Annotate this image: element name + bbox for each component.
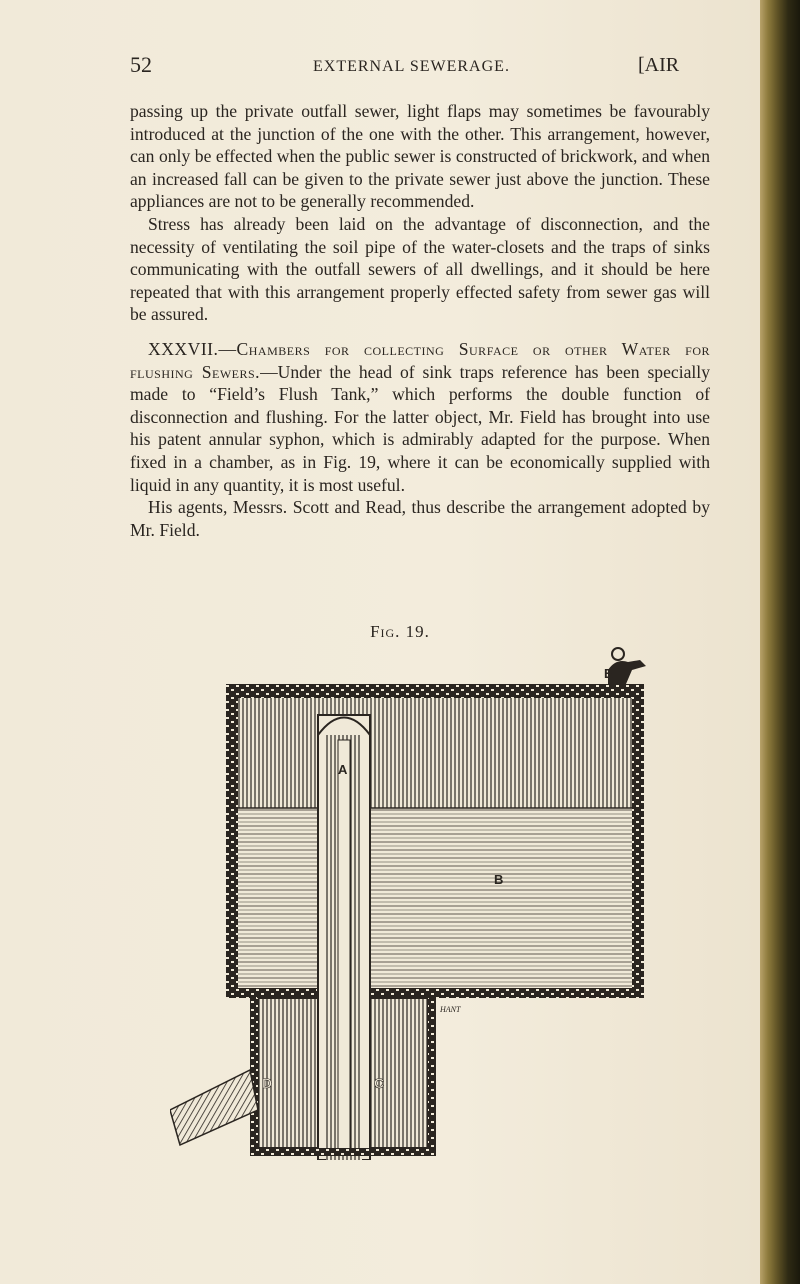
figure-caption: Fig. 19. xyxy=(370,622,430,641)
chamber-d xyxy=(258,998,318,1148)
section-heading: XXXVII.—Chambers for collecting Surface or other Water for flushing Sewers. xyxy=(130,338,710,382)
page-number: 52 xyxy=(130,52,152,77)
right-wall xyxy=(632,698,644,988)
paragraph-2: Stress has already been laid on the advantage of disconnection, and the necessity of ventilating the soil pipe of the water-closets and the traps of sinks communicating with the outfall sewers of all dwellings, and it should be here repeated that with this arrangement properly effected safety from sewer gas will be assured. xyxy=(130,213,710,325)
outlet-pipe xyxy=(170,1070,258,1145)
page-edge xyxy=(760,0,800,1284)
running-title: EXTERNAL SEWERAGE. xyxy=(313,58,510,75)
chamber-floor xyxy=(226,988,644,998)
body-text xyxy=(130,100,710,541)
paragraph-3 xyxy=(130,338,710,496)
chamber-c xyxy=(370,998,428,1148)
section-text: —Under the head of sink traps reference has been specially made to “Field’s Flush Tank,” which performs the double function of disconnection and flushing. For the latter object, Mr. Field has brought into use his patent annular syphon, which is admirably adapted for the purpose. When fixed in a chamber, as in Fig. 19, where it can be economically supplied with liquid in any quantity, it is most useful. xyxy=(130,361,710,495)
section-tag: [AIR xyxy=(638,54,680,76)
water-body xyxy=(238,808,632,988)
label-c: C xyxy=(374,1075,385,1091)
supply-tap xyxy=(608,660,646,684)
top-wall xyxy=(226,684,644,698)
flush-tank-engraving xyxy=(170,640,650,1160)
running-header xyxy=(130,52,710,82)
left-wall xyxy=(226,698,238,988)
paragraph-4: His agents, Messrs. Scott and Read, thus describe the arrangement adopted by Mr. Field. xyxy=(130,497,710,540)
syphon-core xyxy=(338,740,350,1155)
figure-flush-tank xyxy=(170,640,650,1160)
label-d: D xyxy=(262,1075,273,1091)
air-space xyxy=(238,698,632,808)
label-a: A xyxy=(338,762,348,777)
paragraph-1: passing up the private outfall sewer, light flaps may sometimes be favourably introduced at the junction of the one with the other. This arrangement, however, can only be effected when the public sewer is constructed of brickwork, and when an increased fall can be given to the private sewer just above the junction. These appliances are not to be generally recommended. xyxy=(130,101,710,212)
label-e: E xyxy=(604,666,613,681)
label-b: B xyxy=(494,872,504,887)
label-tank: HANT xyxy=(440,1005,461,1014)
